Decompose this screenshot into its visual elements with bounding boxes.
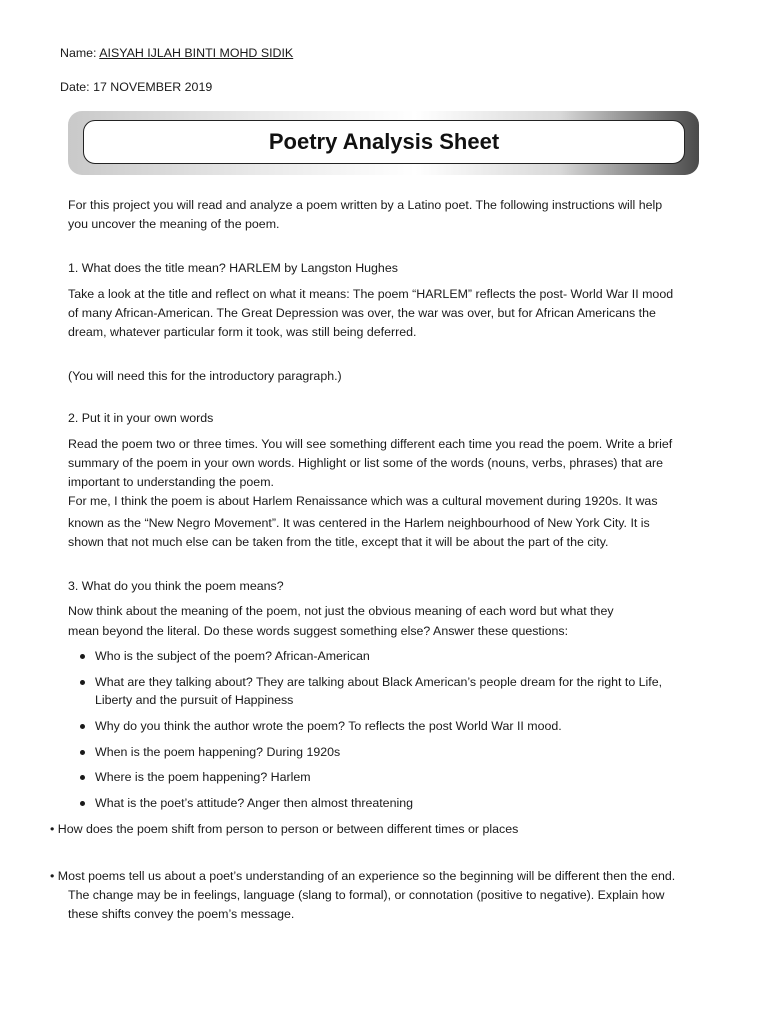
section-1-line-1: Take a look at the title and reflect on what it means: The poem “HARLEM” reflects the post- World War II mood [68,287,674,301]
section-1-note: (You will need this for the introductory paragraph.) [68,369,342,383]
section-2-line-3: important to understanding the poem. [68,475,274,489]
bullet-dot [80,654,85,659]
question-poems-line-3: these shifts convey the poem’s message. [68,907,295,921]
section-1-heading: 1. What does the title mean? HARLEM by Langston Hughes [68,261,398,275]
bullet-talking-about-cont: Liberty and the pursuit of Happiness [95,693,294,707]
question-shift: • How does the poem shift from person to person or between different times or places [50,822,519,836]
section-2-heading: 2. Put it in your own words [68,411,214,425]
page-title: Poetry Analysis Sheet [268,129,500,154]
name-row [60,44,293,63]
intro-line-1: For this project you will read and analyze a poem written by a Latino poet. The following instructions will help [68,198,663,212]
section-2-line-4: For me, I think the poem is about Harlem Renaissance which was a cultural movement during 1920s. It was [68,494,658,508]
name-value: AISYAH IJLAH BINTI MOHD SIDIK [99,46,294,60]
name-label: Name: [60,46,97,60]
bullet-why-wrote: Why do you think the author wrote the poem? To reflects the post World War II mood. [95,719,562,733]
bullet-dot [80,801,85,806]
bullet-dot [80,724,85,729]
date-value: 17 NOVEMBER 2019 [93,80,213,94]
bullet-where: Where is the poem happening? Harlem [95,770,311,784]
section-2-line-6: shown that not much else can be taken from the title, except that it will be about the part of the city. [68,535,609,549]
section-2-line-5: known as the “New Negro Movement”. It was centered in the Harlem neighbourhood of New York City. It is [68,516,650,530]
bullet-when: When is the poem happening? During 1920s [95,745,341,759]
bullet-talking-about: What are they talking about? They are talking about Black American’s people dream for the right to Life, [95,675,663,689]
section-3-heading: 3. What do you think the poem means? [68,579,284,593]
bullet-dot [80,680,85,685]
section-3-line-2: mean beyond the literal. Do these words suggest something else? Answer these questions: [68,624,569,638]
bullet-subject: Who is the subject of the poem? African-American [95,649,370,663]
section-2-line-2: summary of the poem in your own words. Highlight or list some of the words (nouns, verbs, phrases) that are [68,456,664,470]
question-poems-line-2: The change may be in feelings, language (slang to formal), or connotation (positive to negative). Explain how [68,888,665,902]
section-1-line-2: of many African-American. The Great Depression was over, the war was over, but for African Americans the [68,306,656,320]
bullet-dot [80,775,85,780]
intro-line-2: you uncover the meaning of the poem. [68,217,280,231]
bullet-attitude: What is the poet’s attitude? Anger then almost threatening [95,796,413,810]
section-3-line-1: Now think about the meaning of the poem, not just the obvious meaning of each word but what they [68,604,614,618]
section-2-line-1: Read the poem two or three times. You will see something different each time you read the poem. Write a brief [68,437,673,451]
date-row [60,78,212,97]
section-1-line-3: dream, whatever particular form it took, was still being deferred. [68,325,417,339]
bullet-dot [80,750,85,755]
question-poems-line-1: • Most poems tell us about a poet’s understanding of an experience so the beginning will be different then the end. [50,869,676,883]
date-label: Date: [60,80,90,94]
